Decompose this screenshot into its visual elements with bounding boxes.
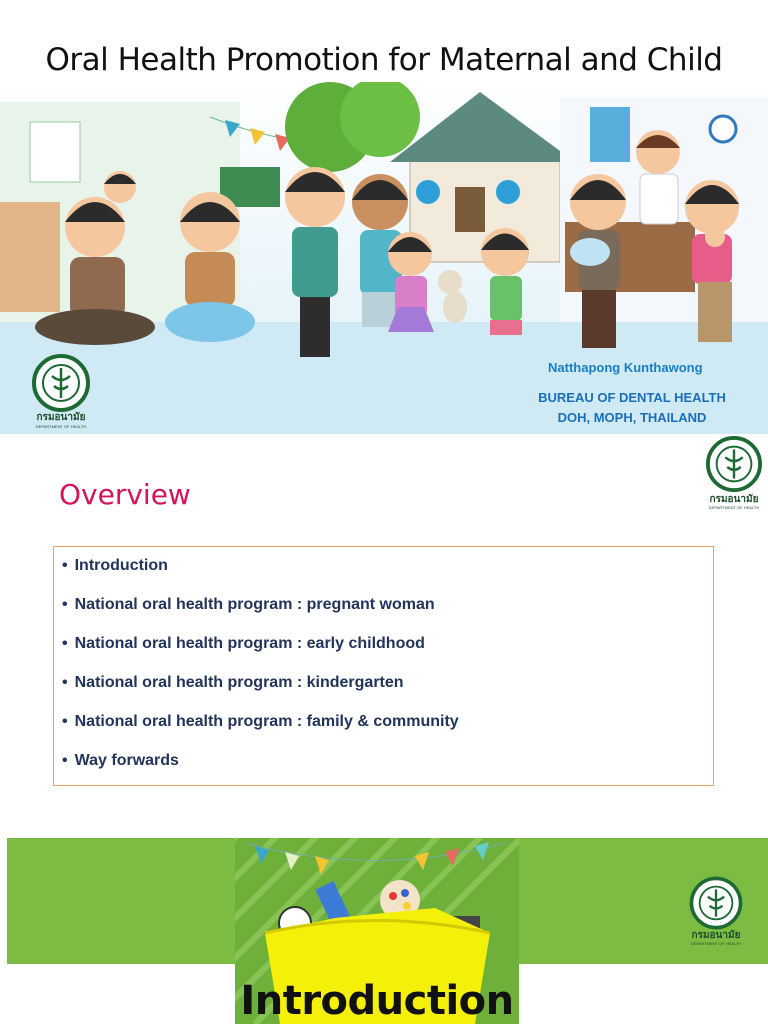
author-name: Natthapong Kunthawong: [548, 360, 703, 375]
overview-list: [62, 555, 459, 789]
overview-title: Overview: [59, 478, 191, 511]
list-item-text: National oral health program : early childhood: [74, 635, 425, 652]
ministry-seal-icon: [686, 876, 746, 930]
bullet-icon: •: [62, 674, 68, 691]
list-item-text: National oral health program : pregnant woman: [74, 596, 435, 613]
overview-list-box: [53, 546, 714, 786]
bureau-line-1: BUREAU OF DENTAL HEALTH: [538, 390, 726, 405]
department-of-health-logo: [702, 436, 766, 514]
logo-subcaption: DEPARTMENT OF HEALTH: [35, 424, 87, 429]
title-slide: [0, 0, 768, 434]
ministry-seal-icon: [28, 354, 94, 412]
slide-title: Oral Health Promotion for Maternal and Child: [45, 42, 723, 78]
list-item-text: Way forwards: [74, 752, 179, 769]
logo-subcaption: DEPARTMENT OF HEALTH: [690, 941, 742, 946]
list-item: [62, 555, 459, 594]
bullet-icon: •: [62, 713, 68, 730]
logo-caption: กรมอนามัย: [36, 412, 86, 423]
list-item-text: National oral health program : family & community: [74, 713, 459, 730]
list-item: [62, 711, 459, 750]
list-item: [62, 633, 459, 672]
bullet-icon: •: [62, 635, 68, 652]
list-item: [62, 594, 459, 633]
overview-slide: [0, 436, 768, 816]
logo-caption: กรมอนามัย: [709, 494, 759, 505]
list-item: [62, 750, 459, 789]
ministry-seal-icon: [702, 436, 766, 492]
bureau-line-2: DOH, MOPH, THAILAND: [557, 410, 707, 425]
family-illustration: [0, 82, 768, 434]
department-of-health-logo: [686, 876, 746, 952]
bullet-icon: •: [62, 557, 68, 574]
introduction-title: Introduction: [240, 978, 514, 1024]
list-item: [62, 672, 459, 711]
bureau-name: [532, 388, 732, 428]
list-item-text: Introduction: [74, 557, 168, 574]
bullet-icon: •: [62, 752, 68, 769]
list-item-text: National oral health program : kindergarten: [74, 674, 404, 691]
logo-subcaption: DEPARTMENT OF HEALTH: [708, 505, 760, 510]
logo-caption: กรมอนามัย: [691, 930, 741, 941]
introduction-slide: [0, 838, 768, 1024]
department-of-health-logo: [28, 354, 94, 434]
bullet-icon: •: [62, 596, 68, 613]
